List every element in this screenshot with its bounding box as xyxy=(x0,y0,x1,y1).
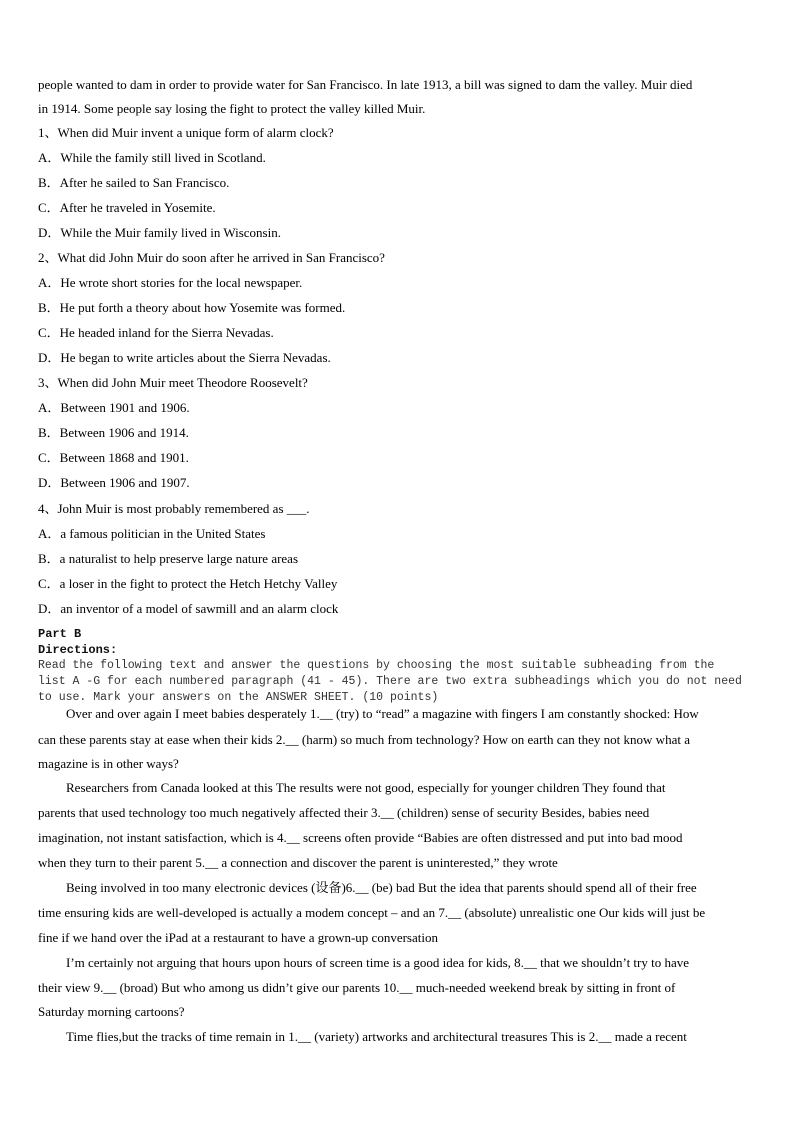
text-line: C．He headed inland for the Sierra Nevadas. xyxy=(38,325,274,340)
text-line: Being involved in too many electronic devices (设备)6.__ (be) bad But the idea that parents should spend all of their free xyxy=(66,880,697,895)
text-line: Researchers from Canada looked at this The results were not good, especially for younger children They found that xyxy=(66,780,666,795)
text-line: C．a loser in the fight to protect the Hetch Hetchy Valley xyxy=(38,576,338,591)
text-line: when they turn to their parent 5.__ a connection and discover the parent is uninterested,” they wrote xyxy=(38,855,558,870)
text-line: 2、What did John Muir do soon after he arrived in San Francisco? xyxy=(38,250,385,265)
text-line: can these parents stay at ease when their kids 2.__ (harm) so much from technology? How on earth can they not know what a xyxy=(38,732,690,747)
text-line: B．a naturalist to help preserve large nature areas xyxy=(38,551,299,566)
text-line: D．an inventor of a model of sawmill and an alarm clock xyxy=(38,601,339,616)
text-line: Saturday morning cartoons? xyxy=(38,1004,185,1019)
text-line: time ensuring kids are well-developed is actually a modem concept – and an 7.__ (absolute) unrealistic one Our kids will just be xyxy=(38,905,706,920)
text-line: imagination, not instant satisfaction, which is 4.__ screens often provide “Babies are often distressed and put into bad mood xyxy=(38,830,683,845)
text-line: A．While the family still lived in Scotland. xyxy=(38,150,266,165)
text-line: D．Between 1906 and 1907. xyxy=(38,475,190,490)
text-line: C．Between 1868 and 1901. xyxy=(38,450,189,465)
section-heading: Part B xyxy=(38,627,82,641)
text-line: parents that used technology too much negatively affected their 3.__ (children) sense of security Besides, babies need xyxy=(38,805,650,820)
text-line: A．a famous politician in the United States xyxy=(38,526,266,541)
text-line: A．He wrote short stories for the local newspaper. xyxy=(38,275,303,290)
text-line: Over and over again I meet babies desperately 1.__ (try) to “read” a magazine with fingers I am constantly shocked: How xyxy=(66,706,699,721)
section-heading: Directions: xyxy=(38,643,118,657)
text-line: B．He put forth a theory about how Yosemite was formed. xyxy=(38,300,346,315)
directions-text: Read the following text and answer the questions by choosing the most suitable subheading from the xyxy=(38,659,715,672)
text-line: D．While the Muir family lived in Wisconsin. xyxy=(38,225,281,240)
text-line: people wanted to dam in order to provide water for San Francisco. In late 1913, a bill was signed to dam the valley. Muir died xyxy=(38,77,693,92)
directions-text: to use. Mark your answers on the ANSWER SHEET. (10 points) xyxy=(38,691,439,704)
text-line: 1、When did Muir invent a unique form of alarm clock? xyxy=(38,125,334,140)
text-line: B．After he sailed to San Francisco. xyxy=(38,175,230,190)
text-line: in 1914. Some people say losing the fight to protect the valley killed Muir. xyxy=(38,101,426,116)
text-line: their view 9.__ (broad) But who among us didn’t give our parents 10.__ much-needed weekend break by sitting in front of xyxy=(38,980,676,995)
text-line: fine if we hand over the iPad at a restaurant to have a grown-up conversation xyxy=(38,930,438,945)
text-line: D．He began to write articles about the Sierra Nevadas. xyxy=(38,350,331,365)
text-line: 4、John Muir is most probably remembered as ___. xyxy=(38,501,310,516)
text-line: B．Between 1906 and 1914. xyxy=(38,425,189,440)
text-line: A．Between 1901 and 1906. xyxy=(38,400,190,415)
text-line: 3、When did John Muir meet Theodore Roosevelt? xyxy=(38,375,308,390)
text-line: C．After he traveled in Yosemite. xyxy=(38,200,216,215)
text-line: magazine is in other ways? xyxy=(38,756,179,771)
text-line: Time flies,but the tracks of time remain in 1.__ (variety) artworks and architectural treasures This is 2.__ made a recent xyxy=(66,1029,687,1044)
text-line: I’m certainly not arguing that hours upon hours of screen time is a good idea for kids, 8.__ that we shouldn’t try to have xyxy=(66,955,690,970)
directions-text: list A -G for each numbered paragraph (41 - 45). There are two extra subheadings which you do not need xyxy=(38,675,742,688)
